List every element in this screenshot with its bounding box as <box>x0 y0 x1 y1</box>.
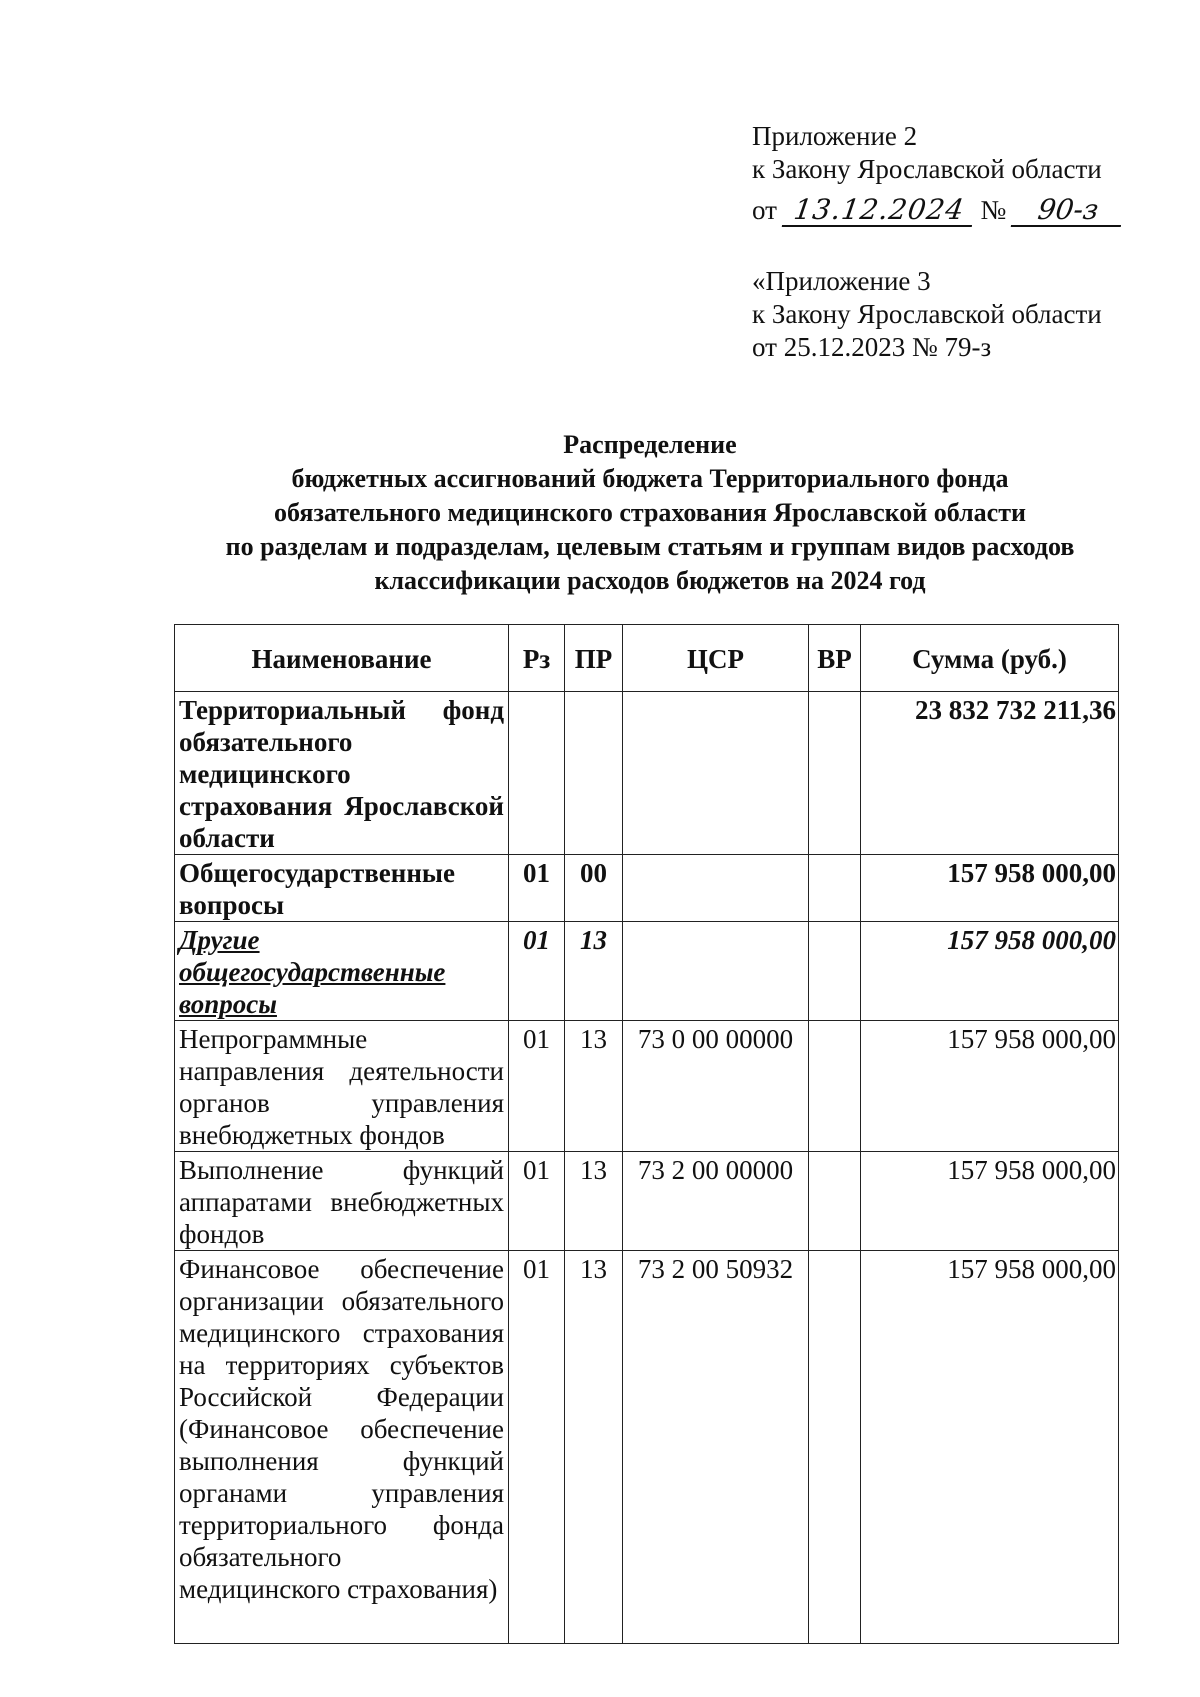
header-vr: ВР <box>809 625 861 692</box>
row-pr: 00 <box>565 855 623 922</box>
row-sum: 157 958 000,00 <box>861 1021 1119 1152</box>
row-csr: 73 2 00 00000 <box>623 1152 809 1251</box>
row-vr <box>809 855 861 922</box>
table-row <box>175 855 1119 922</box>
table-row <box>175 1251 1119 1644</box>
table-row <box>175 1021 1119 1152</box>
row-pr: 13 <box>565 1152 623 1251</box>
row-csr: 73 2 00 50932 <box>623 1251 809 1644</box>
row-rz <box>509 692 565 855</box>
header-name: Наименование <box>175 625 509 692</box>
row-vr <box>809 1021 861 1152</box>
from-label: от <box>752 195 777 225</box>
appendix-date-line <box>752 194 1123 227</box>
row-name: Территориальный фонд обязательного медицинского страхования Ярославской области <box>175 692 509 855</box>
table-row <box>175 692 1119 855</box>
row-name: Финансовое обеспечение организации обязательного медицинского страхования на территориях субъектов Российской Федерации (Финансовое обеспечение выполнения функций органами управления территориального фонда обязательного медицинского страхования) <box>175 1251 509 1644</box>
row-rz: 01 <box>509 1152 565 1251</box>
row-name: Общегосударственные вопросы <box>175 855 509 922</box>
handwritten-number: 90-з <box>1011 195 1125 227</box>
appendix-header <box>752 120 1123 227</box>
title-line-3: обязательного медицинского страхования Ярославской области <box>274 498 1026 527</box>
row-vr <box>809 1251 861 1644</box>
ref-title: «Приложение 3 <box>752 266 931 296</box>
original-appendix-reference <box>752 265 1102 364</box>
ref-law: к Закону Ярославской области <box>752 299 1102 329</box>
table-row <box>175 922 1119 1021</box>
handwritten-date: 13.12.2024 <box>781 195 975 227</box>
row-vr <box>809 692 861 855</box>
row-sum: 157 958 000,00 <box>861 922 1119 1021</box>
row-rz: 01 <box>509 1021 565 1152</box>
budget-table <box>174 624 1119 1644</box>
row-rz: 01 <box>509 1251 565 1644</box>
row-vr <box>809 1152 861 1251</box>
title-line-5: классификации расходов бюджетов на 2024 год <box>374 566 926 595</box>
row-sum: 157 958 000,00 <box>861 1251 1119 1644</box>
header-csr: ЦСР <box>623 625 809 692</box>
row-rz: 01 <box>509 922 565 1021</box>
title-line-1: Распределение <box>563 430 737 459</box>
row-rz: 01 <box>509 855 565 922</box>
number-label: № <box>980 195 1007 225</box>
appendix-law: к Закону Ярославской области <box>752 154 1102 184</box>
appendix-title: Приложение 2 <box>752 121 918 151</box>
row-sum: 157 958 000,00 <box>861 1152 1119 1251</box>
ref-date-line: от 25.12.2023 № 79-з <box>752 332 992 362</box>
row-pr <box>565 692 623 855</box>
row-name: Непрограммные направления деятельности органов управления внебюджетных фондов <box>175 1021 509 1152</box>
row-sum: 157 958 000,00 <box>861 855 1119 922</box>
title-line-4: по разделам и подразделам, целевым статьям и группам видов расходов <box>225 532 1075 561</box>
header-pr: ПР <box>565 625 623 692</box>
title-line-2: бюджетных ассигнований бюджета Территориального фонда <box>291 464 1009 493</box>
document-title <box>160 428 1140 598</box>
row-vr <box>809 922 861 1021</box>
row-csr <box>623 692 809 855</box>
row-csr <box>623 855 809 922</box>
row-sum: 23 832 732 211,36 <box>861 692 1119 855</box>
header-sum: Сумма (руб.) <box>861 625 1119 692</box>
table-row <box>175 1152 1119 1251</box>
row-name: Другие общегосударственные вопросы <box>175 922 509 1021</box>
row-csr: 73 0 00 00000 <box>623 1021 809 1152</box>
row-csr <box>623 922 809 1021</box>
row-pr: 13 <box>565 922 623 1021</box>
row-pr: 13 <box>565 1021 623 1152</box>
header-rz: Рз <box>509 625 565 692</box>
row-name: Выполнение функций аппаратами внебюджетных фондов <box>175 1152 509 1251</box>
row-pr: 13 <box>565 1251 623 1644</box>
table-header-row <box>175 625 1119 692</box>
